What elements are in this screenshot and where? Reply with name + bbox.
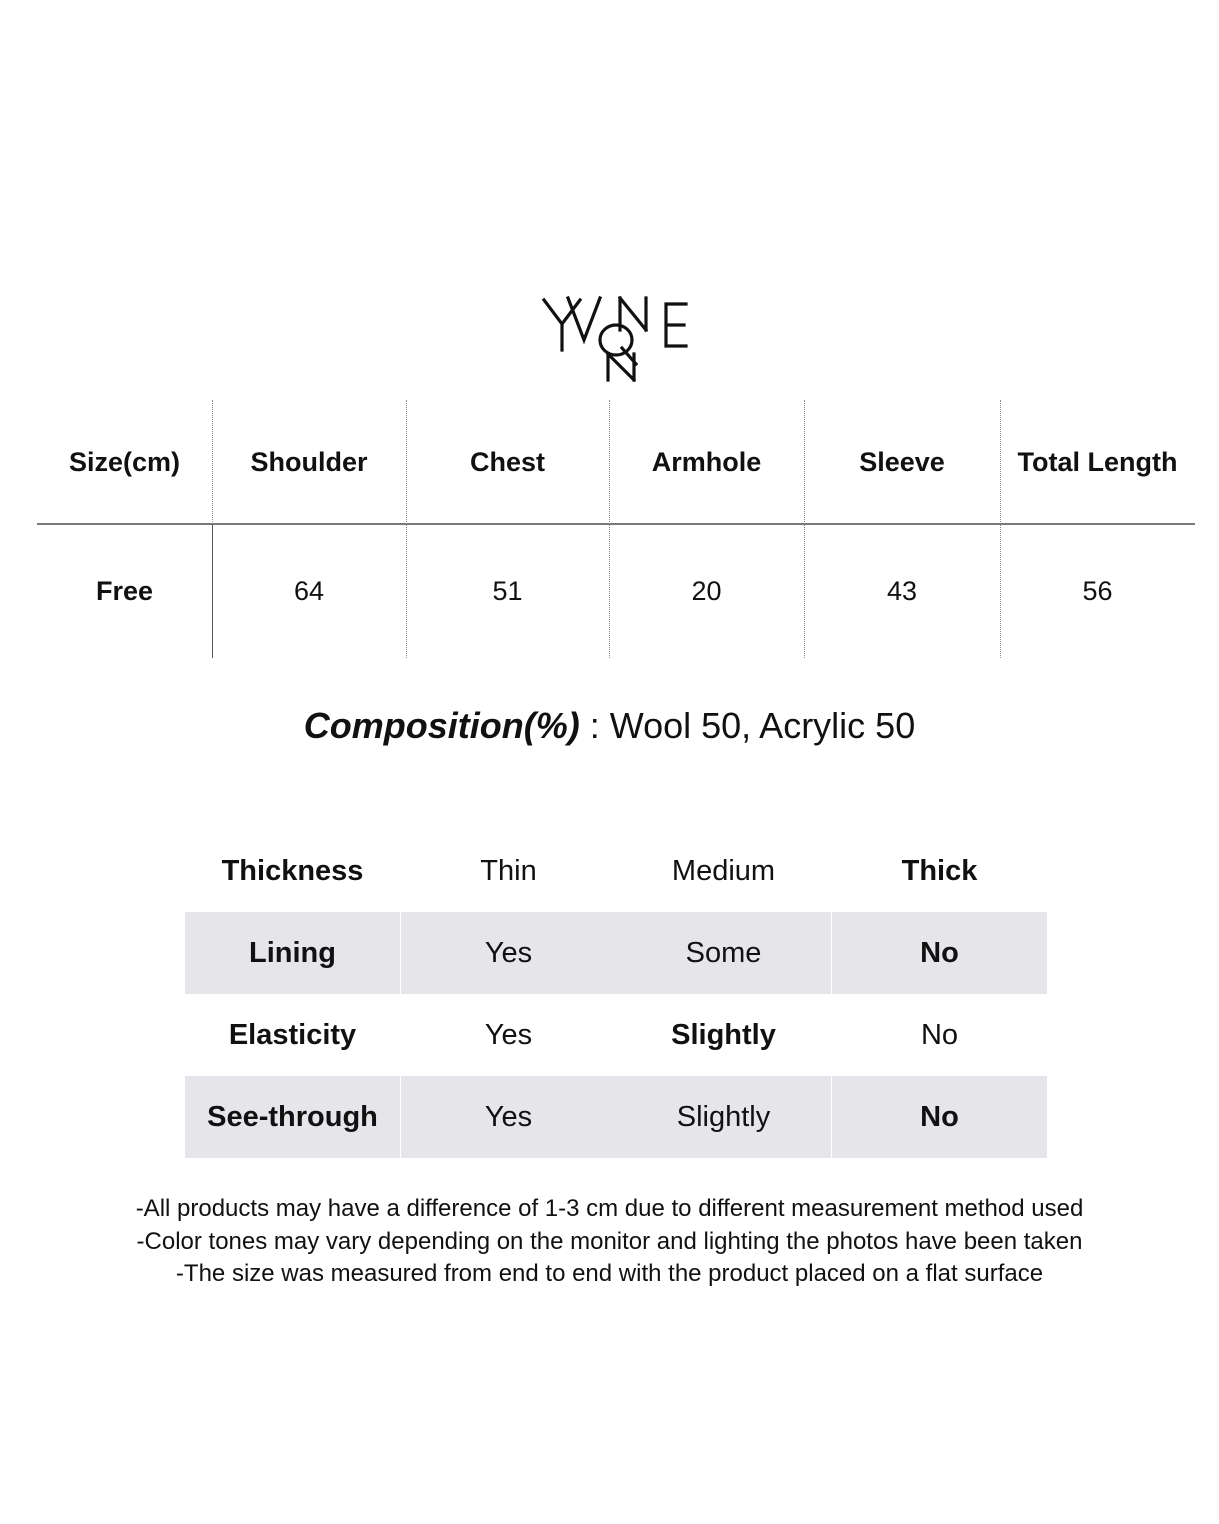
composition-label: Composition(%) — [303, 705, 580, 746]
note-line: -Color tones may vary depending on the monitor and lighting the photos have been taken — [136, 1227, 1083, 1255]
value-shoulder: 64 — [293, 575, 325, 606]
disclaimer-notes — [0, 1193, 1219, 1291]
property-option-selected: No — [832, 912, 1047, 994]
property-option: Slightly — [616, 1076, 831, 1158]
property-option: No — [920, 1018, 959, 1051]
column-divider — [212, 524, 213, 658]
composition-value: Wool 50, Acrylic 50 — [609, 705, 916, 746]
property-name: Elasticity — [228, 1018, 357, 1051]
property-row-thickness — [185, 830, 1047, 912]
property-name: Lining — [185, 912, 400, 994]
header-total-length: Total Length — [1017, 446, 1178, 477]
property-option: Medium — [671, 854, 776, 887]
column-divider — [212, 400, 213, 524]
composition-separator: : — [579, 705, 610, 746]
size-free: Free — [95, 575, 154, 606]
property-option-selected: Slightly — [671, 1018, 776, 1051]
property-option: Yes — [401, 912, 616, 994]
header-chest: Chest — [469, 446, 545, 477]
brand-logo — [538, 290, 698, 385]
property-option: Yes — [484, 1018, 533, 1051]
column-divider — [804, 400, 805, 658]
column-divider — [609, 400, 610, 658]
note-line: -All products may have a difference of 1-3 cm due to different measurement method used — [135, 1195, 1084, 1222]
size-table-header — [37, 400, 1195, 524]
property-name: See-through — [185, 1076, 400, 1158]
composition-line — [0, 705, 1219, 747]
value-armhole: 20 — [691, 575, 722, 606]
column-divider — [1000, 400, 1001, 658]
property-option-selected: Thick — [901, 854, 978, 887]
value-total-length: 56 — [1082, 575, 1113, 606]
property-row-see-through — [185, 1076, 1047, 1158]
header-sleeve: Sleeve — [859, 446, 945, 477]
property-row-elasticity — [185, 994, 1047, 1076]
header-armhole: Armhole — [651, 446, 762, 477]
note-line: -The size was measured from end to end with the product placed on a flat surface — [175, 1260, 1044, 1287]
value-chest: 51 — [492, 575, 523, 606]
header-size: Size(cm) — [68, 446, 181, 477]
table-row — [37, 524, 1195, 658]
property-option: Yes — [401, 1076, 616, 1158]
property-option-selected: No — [832, 1076, 1047, 1158]
property-option: Some — [616, 912, 831, 994]
property-option: Thin — [480, 854, 537, 887]
properties-table — [185, 830, 1047, 1158]
property-row-lining — [185, 912, 1047, 994]
property-name: Thickness — [221, 854, 364, 887]
size-table — [37, 400, 1195, 658]
value-sleeve: 43 — [886, 575, 918, 606]
column-divider — [406, 400, 407, 658]
header-shoulder: Shoulder — [250, 446, 368, 477]
